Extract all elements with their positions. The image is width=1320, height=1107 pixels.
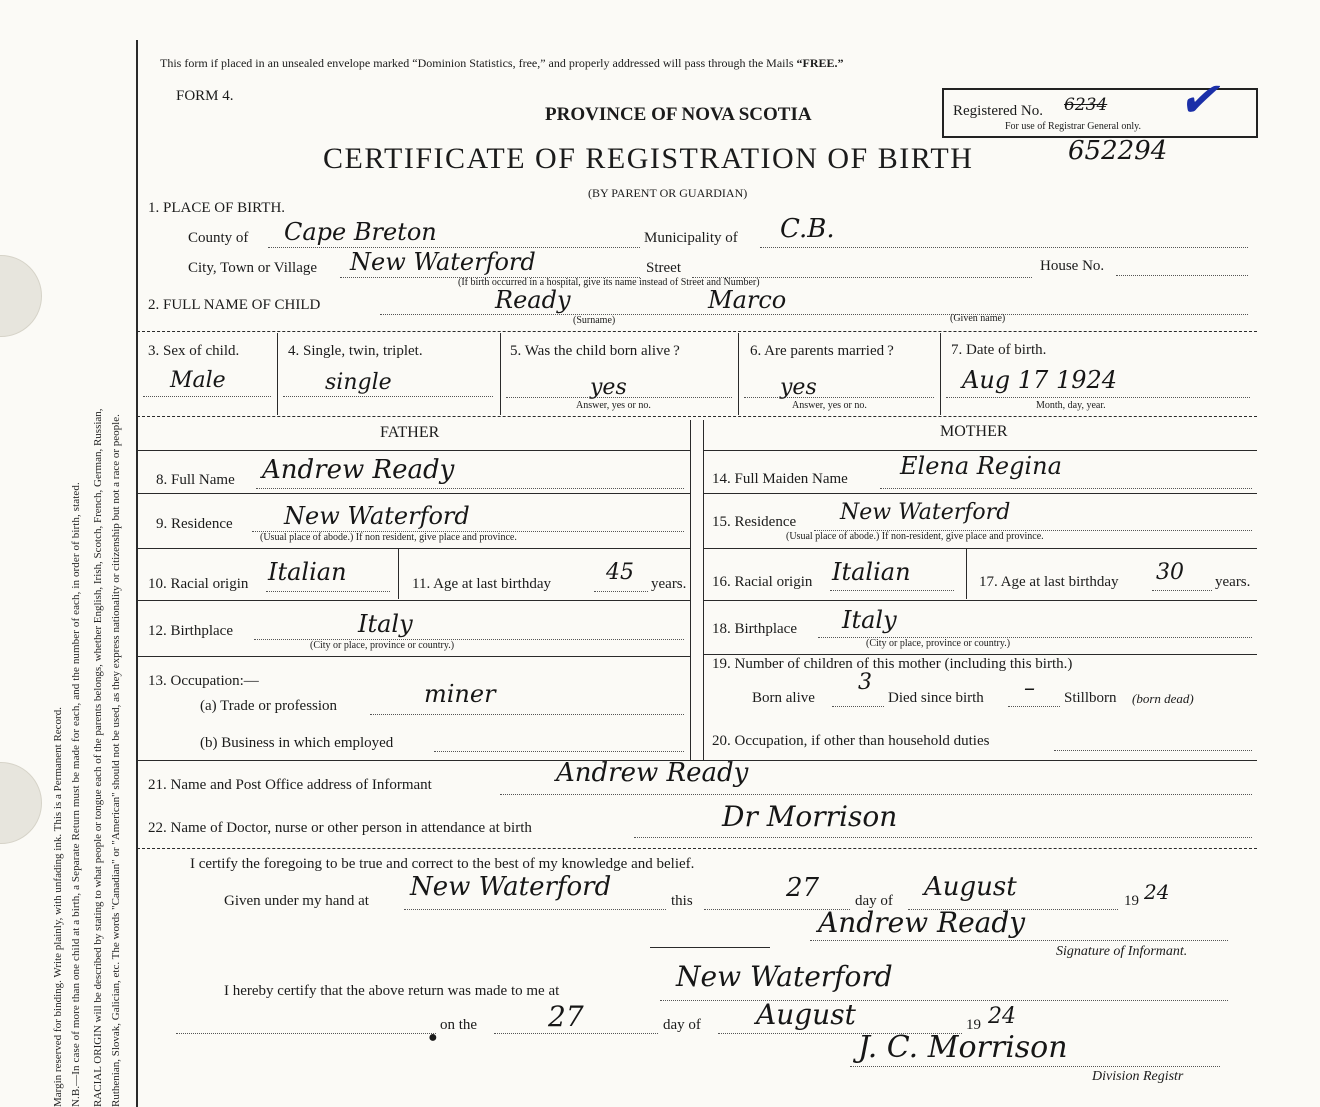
born-alive-count: 3: [858, 670, 872, 695]
born-alive-count-line: [832, 706, 884, 707]
row3-divider: [277, 333, 278, 415]
given-month-value: August: [924, 872, 1017, 902]
binding-hole: [0, 762, 42, 844]
father-row-line: [137, 656, 690, 657]
died-since-birth-line: [1008, 706, 1060, 707]
child-surname-value: Ready: [495, 286, 571, 314]
county-value: Cape Breton: [284, 218, 437, 246]
municipality-line: [760, 247, 1248, 248]
registrar-use-note: For use of Registrar General only.: [1005, 121, 1141, 132]
given-day-value: 27: [786, 873, 820, 903]
given-year-prefix: 19: [1124, 893, 1139, 909]
division-registrar-caption: Division Registr: [1092, 1069, 1184, 1084]
parents-center-divider: [690, 420, 691, 760]
registrar-place-line: [660, 1000, 1228, 1001]
father-age-value: 45: [606, 560, 634, 585]
father-residence-value: New Waterford: [284, 502, 470, 530]
doctor-line: [634, 837, 1252, 838]
registrar-statement: I hereby certify that the above return was made to me at: [224, 983, 560, 999]
father-trade-value: miner: [424, 680, 496, 708]
given-under-hand-label: Given under my hand at: [224, 893, 369, 909]
certificate-title: CERTIFICATE OF REGISTRATION OF BIRTH: [323, 142, 974, 175]
child-given-value: Marco: [708, 286, 787, 314]
multiplicity-label: 4. Single, twin, triplet.: [288, 343, 423, 359]
parents-married-answer: yes: [780, 375, 817, 400]
multiplicity-line: [283, 396, 493, 397]
registrar-bullet: ●: [428, 1029, 438, 1046]
informant-signature-caption: Signature of Informant.: [1056, 944, 1188, 959]
sex-line: [143, 396, 271, 397]
row3-divider: [500, 333, 501, 415]
city-label: City, Town or Village: [188, 260, 318, 276]
registered-no-value: 6234: [1064, 95, 1108, 115]
certificate-subtitle: (BY PARENT OR GUARDIAN): [588, 186, 748, 200]
parents-married-question: 6. Are parents married ?: [750, 343, 894, 359]
divider-after-child: [137, 331, 1257, 332]
doctor-label: 22. Name of Doctor, nurse or other person in attendance at birth: [148, 820, 532, 836]
divider-before-certification: [137, 848, 1257, 849]
mother-birthplace-label: 18. Birthplace: [712, 621, 797, 637]
street-label: Street: [646, 260, 681, 276]
mother-row-line: [704, 600, 1257, 601]
given-day-of-label: day of: [855, 893, 893, 909]
date-of-birth-label: 7. Date of birth.: [951, 342, 1047, 358]
divider-after-row3: [137, 416, 1257, 417]
certificate-number: 652294: [1068, 136, 1168, 166]
mother-age-unit: years.: [1215, 574, 1251, 590]
father-heading-line: [137, 450, 690, 451]
registrar-day-of-label: day of: [663, 1017, 701, 1033]
date-of-birth-value: Aug 17 1924: [962, 366, 1118, 394]
house-no-line: [1116, 275, 1248, 276]
father-row-line: [137, 600, 690, 601]
multiplicity-value: single: [325, 370, 392, 395]
died-since-birth-label: Died since birth: [888, 690, 984, 706]
margin-note-binding: Margin reserved for binding. Write plainly, with unfading ink. This is a Permanent Record.: [52, 707, 64, 1107]
date-of-birth-line: [946, 397, 1250, 398]
mother-maiden-value: Elena Regina: [900, 452, 1062, 480]
mother-age-line: [1152, 590, 1212, 591]
form-number: FORM 4.: [176, 88, 234, 104]
father-age-label: 11. Age at last birthday: [412, 576, 551, 592]
binding-hole: [0, 255, 42, 337]
born-alive-caption: Answer, yes or no.: [576, 400, 651, 411]
province-heading: PROVINCE OF NOVA SCOTIA: [545, 104, 812, 125]
given-name-caption: (Given name): [950, 313, 1006, 324]
date-of-birth-caption: Month, day, year.: [1036, 400, 1106, 411]
father-row-line: [137, 548, 690, 549]
sex-value: Male: [170, 368, 226, 393]
mother-racial-label: 16. Racial origin: [712, 574, 813, 590]
father-birthplace-value: Italy: [358, 610, 413, 638]
registrar-year-prefix: 19: [966, 1017, 981, 1033]
mother-heading: MOTHER: [940, 423, 1008, 440]
mother-occupation-line: [1054, 750, 1252, 751]
given-place-value: New Waterford: [410, 872, 612, 902]
margin-note-racial-origin-cont: Ruthenian, Slovak, Galician, etc. The words "Canadian" or "American" should not be used, as they express nationality or citizenship but not a race or people.: [110, 414, 122, 1107]
municipality-value: C.B.: [780, 214, 835, 244]
mother-occupation-label: 20. Occupation, if other than household duties: [712, 733, 990, 749]
doctor-value: Dr Morrison: [722, 800, 898, 833]
on-the-label: on the: [440, 1017, 478, 1033]
father-age-line: [594, 591, 648, 592]
father-birthplace-label: 12. Birthplace: [148, 623, 233, 639]
mother-age-value: 30: [1156, 560, 1184, 585]
city-value: New Waterford: [350, 248, 536, 276]
child-name-label: 2. FULL NAME OF CHILD: [148, 297, 321, 313]
registrar-day-value: 27: [548, 1000, 584, 1033]
mother-row-line: [704, 548, 1257, 549]
parents-married-line: [744, 397, 934, 398]
mail-notice: This form if placed in an unsealed envelope marked “Dominion Statistics, free,” and properly addressed will pass through the Mails “FREE.”: [160, 56, 844, 70]
this-label: this: [671, 893, 693, 909]
mother-residence-label: 15. Residence: [712, 514, 797, 530]
father-business-label: (b) Business in which employed: [200, 735, 394, 751]
given-place-line: [404, 909, 666, 910]
informant-label: 21. Name and Post Office address of Informant: [148, 777, 432, 793]
mother-racial-divider: [966, 549, 967, 599]
mother-row-line: [704, 654, 1257, 655]
father-heading: FATHER: [380, 424, 440, 441]
mother-birthplace-value: Italy: [842, 606, 897, 634]
informant-signature-line: [810, 940, 1228, 941]
born-alive-answer: yes: [590, 375, 627, 400]
father-racial-divider: [398, 549, 399, 599]
mother-heading-line: [704, 450, 1257, 451]
father-birthplace-caption: (City or place, province or country.): [310, 640, 455, 651]
registered-check-mark: ✔: [1178, 72, 1219, 128]
father-occupation-label: 13. Occupation:—: [148, 673, 259, 689]
municipality-label: Municipality of: [644, 230, 738, 246]
father-trade-label: (a) Trade or profession: [200, 698, 338, 714]
sex-label: 3. Sex of child.: [148, 343, 240, 359]
informant-value: Andrew Ready: [556, 758, 749, 788]
mother-children-label: 19. Number of children of this mother (including this birth.): [712, 656, 1073, 672]
place-of-birth-heading: 1. PLACE OF BIRTH.: [148, 200, 286, 216]
informant-signature: Andrew Ready: [818, 906, 1026, 939]
mother-age-label: 17. Age at last birthday: [979, 574, 1119, 590]
father-racial-line: [266, 591, 390, 592]
registrar-month-value: August: [756, 998, 856, 1031]
registrar-leading-line: [176, 1033, 436, 1034]
father-racial-value: Italian: [268, 558, 347, 586]
house-no-label: House No.: [1040, 258, 1105, 274]
born-alive-line: [506, 397, 732, 398]
row3-divider: [940, 333, 941, 415]
father-trade-line: [370, 714, 684, 715]
mother-birthplace-caption: (City or place, province or country.): [866, 638, 1011, 649]
stillborn-label: Stillborn: [1064, 690, 1117, 706]
father-name-label: 8. Full Name: [156, 472, 235, 488]
margin-note-multiple-births: N.B.—In case of more than one child at a birth, a Separate Return must be made for each, and the number of each, in order of birth, stated.: [70, 482, 82, 1107]
county-label: County of: [188, 230, 249, 246]
mother-maiden-line: [880, 488, 1252, 489]
stillborn-note: (born dead): [1132, 691, 1194, 706]
parents-center-divider: [703, 420, 704, 760]
mother-maiden-label: 14. Full Maiden Name: [712, 471, 848, 487]
father-name-value: Andrew Ready: [262, 455, 455, 485]
mother-racial-value: Italian: [832, 558, 911, 586]
registrar-day-line: [494, 1033, 658, 1034]
father-name-line: [256, 488, 684, 489]
father-business-line: [434, 751, 684, 752]
mother-residence-caption: (Usual place of abode.) If non-resident, give place and province.: [786, 531, 1044, 542]
certification-statement: I certify the foregoing to be true and correct to the best of my knowledge and belief.: [190, 856, 695, 872]
parents-married-caption: Answer, yes or no.: [792, 400, 867, 411]
informant-line: [500, 794, 1252, 795]
registrar-signature-line: [850, 1066, 1220, 1067]
form-left-border: [136, 40, 138, 1107]
born-alive-question: 5. Was the child born alive ?: [510, 343, 680, 359]
father-residence-label: 9. Residence: [156, 516, 233, 532]
margin-note-racial-origin: RACIAL ORIGIN will be described by stating to what people or tongue each of the parents belongs, whether English, Irish, Scotch, French, German, Russian,: [92, 408, 104, 1107]
mother-racial-line: [830, 590, 954, 591]
died-since-birth-count: –: [1024, 676, 1035, 701]
born-alive-label: Born alive: [752, 690, 815, 706]
surname-caption: (Surname): [573, 315, 616, 326]
row3-divider: [738, 333, 739, 415]
mother-residence-value: New Waterford: [840, 500, 1011, 525]
registrar-year-suffix: 24: [988, 1004, 1016, 1029]
registered-no-label: Registered No.: [953, 103, 1043, 119]
certification-separator: [650, 947, 770, 948]
child-name-line: [380, 314, 1248, 315]
father-residence-caption: (Usual place of abode.) If non resident, give place and province.: [260, 532, 517, 543]
registrar-place-value: New Waterford: [676, 960, 893, 993]
father-age-unit: years.: [651, 576, 687, 592]
father-row-line: [137, 493, 690, 494]
hospital-note: (If birth occurred in a hospital, give its name instead of Street and Number): [458, 277, 760, 288]
mother-row-line: [704, 493, 1257, 494]
registrar-signature: J. C. Morrison: [858, 1030, 1068, 1065]
father-racial-label: 10. Racial origin: [148, 576, 249, 592]
given-year-suffix: 24: [1144, 880, 1170, 904]
